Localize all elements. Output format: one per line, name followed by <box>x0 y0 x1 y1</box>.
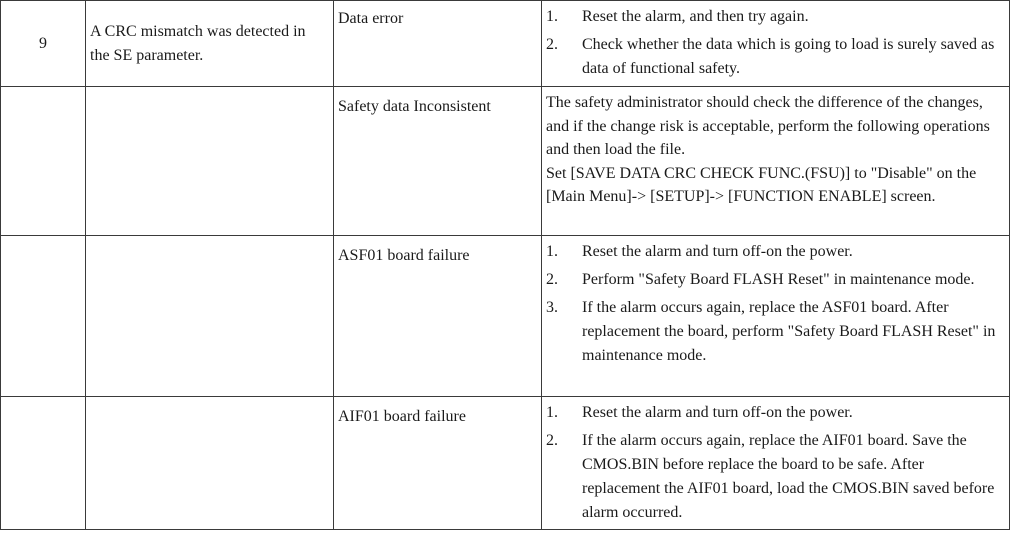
alarm-number-cell <box>1 87 86 236</box>
remedy-step <box>546 296 1005 368</box>
remedy-step <box>546 401 1005 425</box>
remedy-step <box>546 240 1005 264</box>
remedy-step <box>546 268 1005 292</box>
remedy-line: Set [SAVE DATA CRC CHECK FUNC.(FSU)] to "Disable" on the [Main Menu]-> [SETUP]-> [FUNCTION ENABLE] screen. <box>546 164 977 205</box>
table-row <box>1 87 1010 236</box>
detail-cell <box>86 87 334 236</box>
detail-cell <box>86 1 334 87</box>
table-row <box>1 1 1010 87</box>
step-number: 2. <box>546 432 558 449</box>
cause-text: ASF01 board failure <box>338 247 470 264</box>
step-number: 1. <box>546 8 558 25</box>
detail-cell <box>86 397 334 530</box>
cause-cell <box>334 87 542 236</box>
table-row <box>1 397 1010 530</box>
step-number: 2. <box>546 36 558 53</box>
cause-cell <box>334 397 542 530</box>
remedy-cell <box>542 1 1010 87</box>
step-text: Reset the alarm and turn off-on the power. <box>582 243 853 260</box>
step-text: Check whether the data which is going to load is surely saved as data of functional safety. <box>582 36 995 77</box>
remedy-step <box>546 429 1005 525</box>
step-text: If the alarm occurs again, replace the AIF01 board. Save the CMOS.BIN before replace the board to be safe. After replacement the AIF01 board, load the CMOS.BIN saved before alarm occurred. <box>582 432 995 521</box>
step-number: 2. <box>546 271 558 288</box>
step-text: Reset the alarm and turn off-on the power. <box>582 404 853 421</box>
cause-text: Data error <box>338 10 404 27</box>
alarm-number-cell <box>1 236 86 397</box>
step-text: If the alarm occurs again, replace the ASF01 board. After replacement the board, perform "Safety Board FLASH Reset" in maintenance mode. <box>582 299 996 364</box>
remedy-cell <box>542 236 1010 397</box>
cause-text: Safety data Inconsistent <box>338 98 491 115</box>
step-text: Perform "Safety Board FLASH Reset" in maintenance mode. <box>582 271 975 288</box>
cause-cell <box>334 236 542 397</box>
remedy-cell <box>542 397 1010 530</box>
step-number: 3. <box>546 299 558 316</box>
alarm-number-cell <box>1 1 86 87</box>
step-number: 1. <box>546 243 558 260</box>
remedy-cell <box>542 87 1010 236</box>
step-number: 1. <box>546 404 558 421</box>
detail-cell <box>86 236 334 397</box>
remedy-step <box>546 33 1005 81</box>
cause-text: AIF01 board failure <box>338 408 466 425</box>
cause-cell <box>334 1 542 87</box>
detail-text: A CRC mismatch was detected in the SE parameter. <box>90 22 306 64</box>
alarm-number-cell <box>1 397 86 530</box>
remedy-line: The safety administrator should check the difference of the changes, and if the change risk is acceptable, perform the following operations and then load the file. <box>546 94 990 158</box>
table-row <box>1 236 1010 397</box>
alarm-number: 9 <box>39 34 47 52</box>
remedy-step <box>546 5 1005 29</box>
step-text: Reset the alarm, and then try again. <box>582 8 809 25</box>
